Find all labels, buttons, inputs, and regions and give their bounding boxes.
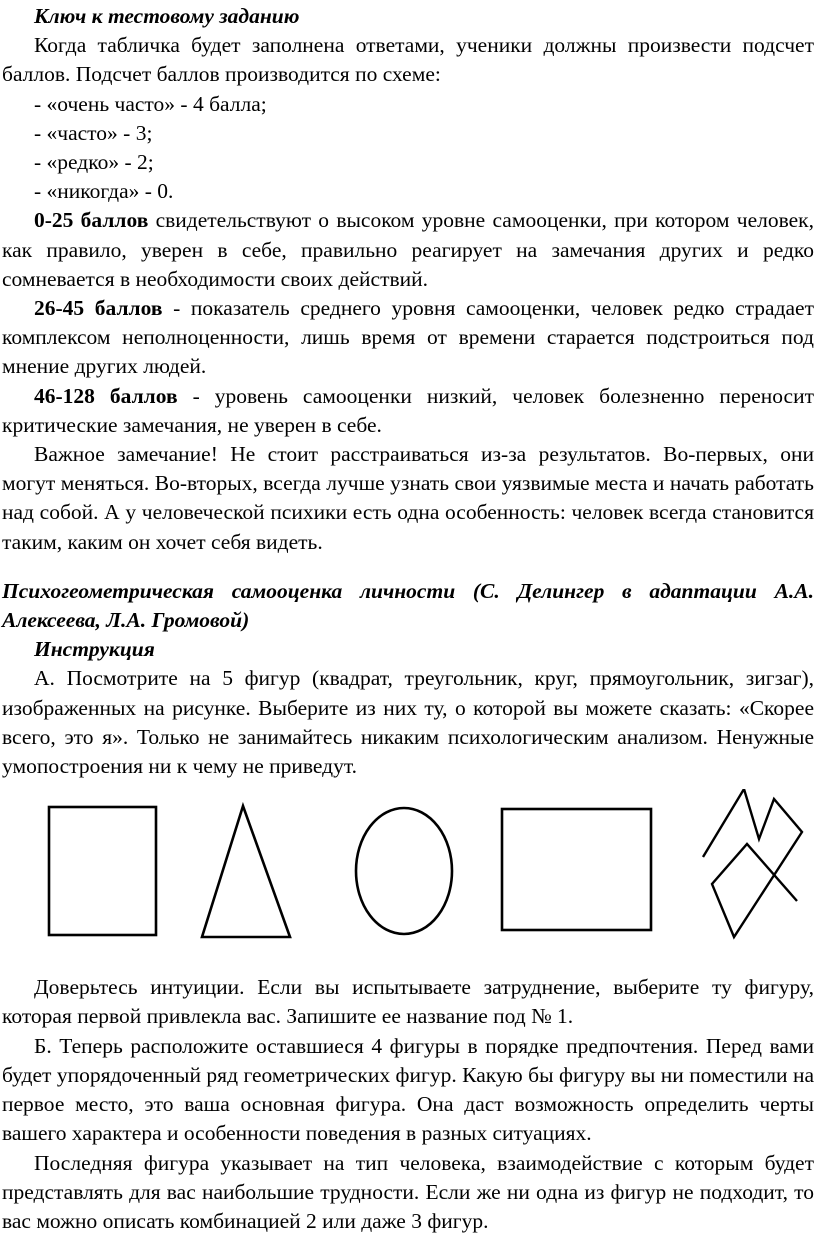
level-low-text: - уровень самооценки низкий, человек болезненно переносит критические замечания, не уверен в себе. — [2, 383, 814, 437]
paragraph-trust: Доверьтесь интуиции. Если вы испытываете затруднение, выберите ту фигуру, которая первой привлекла вас. Запишите ее название под № 1. — [2, 975, 814, 1029]
important-note: Важное замечание! Не стоит расстраиваться из-за результатов. Во-первых, они могут меняться. Во-вторых, всегда лучше узнать свои уязвимые места и начать работать над собой. А у человеческой психики есть одна особенность: человек всегда становится таким, каким он хочет себя видеть. — [2, 442, 814, 554]
psycho-title: Психогеометрическая самооценка личности (С. Делингер в адаптации А.А. Алексеева, Л.А. Громовой) — [2, 578, 814, 633]
paragraph-b: Б. Теперь расположите оставшиеся 4 фигуры в порядке предпочтения. Перед вами будет упорядоченный ряд геометрических фигур. Какую бы фигуру вы ни поместили на первое место, это ваша основная фигура. Она даст возможность определить черты вашего характера и особенности поведения в разных ситуациях. — [2, 1033, 814, 1146]
level-medium-range: 26-45 баллов — [34, 296, 163, 321]
square-shape — [49, 807, 156, 935]
instruction-heading: Инструкция — [34, 637, 155, 662]
paragraph-last: Последняя фигура указывает на тип человека, взаимодействие с которым будет представлять для вас наибольшие трудности. Если же ни одна из фигур не подходит, то вас можно описать комбинацией 2 или даже 3 фигур. — [2, 1150, 814, 1233]
shapes-svg — [2, 789, 814, 965]
level-low — [2, 382, 814, 440]
key-title: Ключ к тестовому заданию — [34, 4, 300, 28]
level-high — [2, 206, 814, 294]
level-high-range: 0-25 баллов — [34, 208, 149, 233]
level-low-range: 46-128 баллов — [34, 383, 178, 408]
circle-shape — [356, 808, 452, 934]
key-intro: Когда табличка будет заполнена ответами, ученики должны произвести подсчет баллов. Подсчет баллов производится по схеме: — [2, 33, 814, 87]
level-high-text: свидетельствуют о высоком уровне самооценки, при котором человек, как правило, уверен в себе, правильно реагирует на замечания других и редко сомневается в необходимости своих действий. — [2, 208, 814, 291]
zigzag-shape — [703, 789, 802, 937]
scoring-list — [2, 90, 814, 207]
rectangle-shape — [502, 809, 651, 930]
paragraph-a: А. Посмотрите на 5 фигур (квадрат, треугольник, круг, прямоугольник, зигзаг), изображенных на рисунке. Выберите из них ту, о которой вы можете сказать: «Скорее всего, это я». Только не занимайтесь никаким психологическим анализом. Ненужные умопостроения ни к чему не приведут. — [2, 666, 814, 779]
triangle-shape — [202, 806, 290, 937]
scoring-item: - «никогда» - 0. — [34, 179, 174, 204]
shapes-figure — [2, 789, 814, 965]
scoring-item: - «часто» - 3; — [34, 120, 153, 145]
level-medium — [2, 294, 814, 382]
scoring-item: - «очень часто» - 4 балла; — [34, 91, 267, 116]
scoring-item: - «редко» - 2; — [34, 150, 154, 175]
level-medium-text: - показатель среднего уровня самооценки, человек редко страдает комплексом неполноценности, лишь время от времени старается подстроиться под мнение других людей. — [2, 296, 814, 379]
